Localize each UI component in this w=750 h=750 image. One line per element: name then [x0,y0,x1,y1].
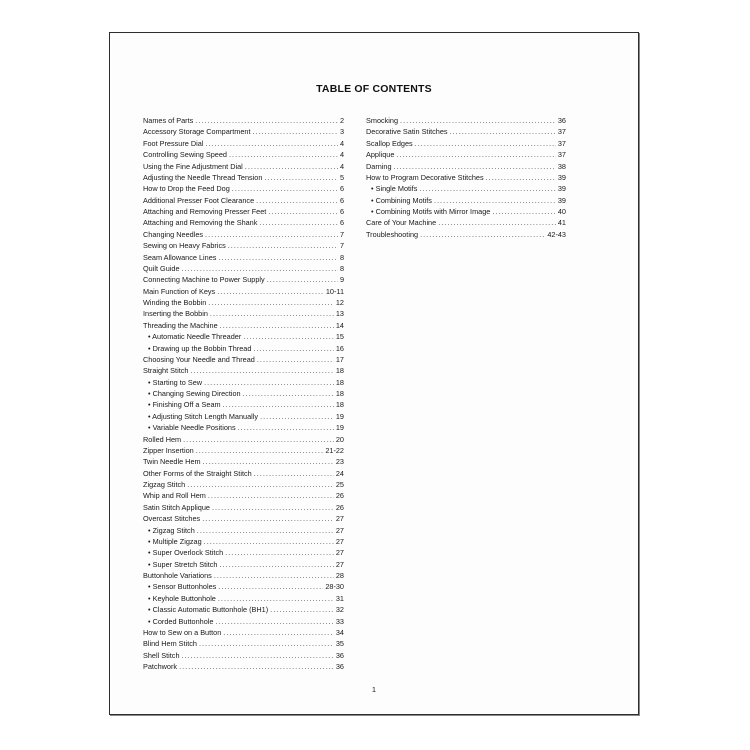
toc-leader-dots [203,456,334,467]
toc-entry-label: • Multiple Zigzag [148,536,202,546]
toc-entry-page: 17 [335,354,344,364]
toc-entry [366,217,566,228]
toc-entry [366,149,566,160]
toc-entry-label: Seam Allowance Lines [143,252,217,262]
toc-leader-dots [243,388,334,399]
toc-entry-page: 33 [335,616,344,626]
toc-entry-label: Smocking [366,116,399,125]
toc-entry-label: • Super Stretch Stitch [148,559,218,569]
toc-entry [143,138,344,149]
toc-entry [143,206,344,217]
toc-leader-dots [217,286,324,297]
toc-entry-label: Buttonhole Variations [143,571,212,580]
toc-entry-page: 4 [339,150,344,160]
toc-entry [143,240,344,251]
toc-entry-label: • Combining Motifs with Mirror Image [371,207,491,216]
toc-entry [143,570,344,581]
toc-entry-page: 18 [335,366,344,376]
toc-leader-dots [232,183,338,194]
toc-entry [143,593,344,604]
toc-entry-label: Satin Stitch Applique [143,502,210,512]
toc-entry-page: 4 [339,161,344,171]
toc-entry-page: 27 [335,548,344,558]
toc-entry-page: 7 [339,229,344,239]
toc-entry-page: 39 [557,172,566,182]
toc-entry-label: • Single Motifs [371,184,418,194]
toc-leader-dots [218,252,338,263]
toc-entry [143,490,344,501]
toc-entry-label: Using the Fine Adjustment Dial [143,161,243,171]
toc-entry [366,172,566,183]
toc-leader-dots [223,399,334,410]
toc-entry [366,195,566,206]
toc-entry-label: Attaching and Removing Presser Feet [143,207,267,216]
toc-entry-label: Inserting the Bobbin [143,309,208,319]
toc-entry-page: 37 [557,138,566,148]
toc-entry [143,468,344,479]
toc-entry-label: • Combining Motifs [371,195,432,205]
toc-entry-label: Main Function of Keys [143,286,216,296]
toc-entry-label: Choosing Your Needle and Thread [143,354,255,364]
toc-entry-label: Accessory Storage Compartment [143,127,251,137]
toc-entry-label: How to Drop the Feed Dog [143,184,230,194]
toc-entry-label: How to Program Decorative Stitches [366,172,484,182]
toc-entry-page: 27 [335,559,344,569]
toc-entry-label: Threading the Machine [143,320,218,330]
toc-entry-label: Controlling Sewing Speed [143,150,227,160]
toc-entry-page: 20 [335,434,344,444]
toc-leader-dots [225,547,334,558]
toc-entry [143,354,344,365]
toc-entry [143,308,344,319]
toc-leader-dots [243,331,334,342]
toc-entry-page: 4 [339,138,344,148]
toc-entry-label: Names of Parts [143,116,194,125]
toc-entry [143,638,344,649]
toc-entry-label: • Keyhole Buttonhole [148,593,216,603]
toc-entry [143,559,344,570]
toc-entry-page: 19 [335,411,344,421]
toc-entry-page: 36 [557,116,566,125]
toc-leader-dots [434,195,556,206]
toc-leader-dots [202,513,334,524]
toc-leader-dots [254,468,334,479]
toc-entry-label: • Drawing up the Bobbin Thread [148,343,252,353]
toc-leader-dots [264,172,338,183]
toc-leader-dots [238,422,334,433]
toc-leader-dots [205,229,338,240]
toc-leader-dots [205,138,338,149]
toc-entry-label: Other Forms of the Straight Stitch [143,468,252,478]
toc-leader-dots [438,217,556,228]
toc-entry-page: 26 [335,502,344,512]
toc-leader-dots [245,161,338,172]
toc-leader-dots [400,115,556,126]
toc-entry-label: Patchwork [143,662,178,671]
toc-leader-dots [492,206,556,217]
toc-entry-page: 19 [335,423,344,433]
toc-leader-dots [252,126,337,137]
toc-leader-dots [197,525,334,536]
toc-leader-dots [270,604,334,615]
toc-entry [143,365,344,376]
toc-entry-page: 24 [335,468,344,478]
toc-entry [143,126,344,137]
toc-entry-label: Winding the Bobbin [143,298,207,307]
toc-entry [143,343,344,354]
toc-entry [143,274,344,285]
toc-leader-dots [267,274,338,285]
toc-entry-label: • Super Overlock Stitch [148,548,224,558]
toc-entry-label: Rolled Hem [143,434,182,444]
toc-leader-dots [212,502,334,513]
toc-entry [143,229,344,240]
toc-entry-label: • Sensor Buttonholes [148,582,217,592]
toc-entry-page: 42-43 [547,229,566,239]
toc-entry [143,252,344,263]
toc-entry-label: • Corded Buttonhole [148,616,214,626]
toc-leader-dots [257,354,334,365]
toc-entry-label: How to Sew on a Button [143,627,222,637]
toc-entry-page: 34 [335,627,344,637]
toc-entry [143,183,344,194]
toc-entry-label: Care of Your Machine [366,218,437,228]
toc-leader-dots [182,263,338,274]
toc-entry-page: 6 [339,195,344,205]
toc-entry-page: 3 [339,127,344,137]
toc-entry-page: 21-22 [325,445,344,455]
toc-entry [143,525,344,536]
toc-entry-label: Whip and Roll Hem [143,491,206,501]
toc-entry-label: Applique [366,150,395,160]
toc-entry-page: 32 [335,605,344,615]
toc-entry-page: 2 [339,116,344,125]
toc-leader-dots [420,229,545,240]
toc-leader-dots [196,445,324,456]
toc-entry-label: Additional Presser Foot Clearance [143,195,255,205]
toc-entry-page: 36 [335,650,344,660]
toc-entry-page: 28 [335,571,344,580]
toc-leader-dots [183,434,334,445]
toc-entry-page: 40 [557,207,566,216]
toc-leader-dots [187,479,334,490]
toc-entry [143,161,344,172]
toc-leader-dots [396,149,555,160]
toc-entry-label: • Automatic Needle Threader [148,332,242,342]
toc-entry-label: Foot Pressure Dial [143,138,204,148]
toc-entry-page: 8 [339,263,344,273]
toc-entry-label: • Classic Automatic Buttonhole (BH1) [148,605,269,615]
toc-entry-label: • Variable Needle Positions [148,423,236,433]
toc-entry-label: Quilt Guide [143,263,180,273]
toc-leader-dots [415,138,556,149]
toc-entry-page: 13 [335,309,344,319]
toc-entry [143,445,344,456]
toc-leader-dots [179,661,334,672]
toc-leader-dots [223,627,334,638]
toc-entry [143,604,344,615]
toc-entry-page: 23 [335,457,344,467]
toc-leader-dots [214,570,334,581]
toc-entry [143,422,344,433]
toc-entry-label: Scallop Edges [366,138,413,148]
toc-leader-dots [256,195,338,206]
toc-leader-dots [219,559,333,570]
toc-entry [143,456,344,467]
toc-entry-label: Straight Stitch [143,366,189,376]
toc-entry-page: 31 [335,593,344,603]
toc-entry [143,195,344,206]
toc-entry-label: • Zigzag Stitch [148,525,195,535]
toc-leader-dots [259,217,338,228]
toc-entry [366,206,566,217]
toc-entry [143,502,344,513]
toc-entry-page: 7 [339,241,344,251]
toc-entry-label: Zigzag Stitch [143,480,186,489]
toc-entry-label: • Finishing Off a Seam [148,400,221,410]
toc-entry-page: 12 [335,298,344,307]
toc-entry [143,217,344,228]
toc-entry [143,650,344,661]
toc-leader-dots [253,343,333,354]
toc-entry [143,331,344,342]
toc-entry [143,286,344,297]
toc-entry-page: 25 [335,480,344,489]
toc-entry-page: 6 [339,207,344,216]
toc-entry [143,479,344,490]
toc-entry-label: Blind Hem Stitch [143,639,197,649]
toc-entry-label: Sewing on Heavy Fabrics [143,241,226,251]
toc-entry-page: 10-11 [325,286,344,296]
toc-entry [366,138,566,149]
toc-entry [143,263,344,274]
toc-entry-page: 9 [339,275,344,285]
toc-leader-dots [229,149,338,160]
toc-entry-page: 8 [339,252,344,262]
toc-entry-page: 14 [335,320,344,330]
toc-leader-dots [204,377,334,388]
toc-leader-dots [195,115,338,126]
toc-entry [366,161,566,172]
toc-entry-page: 18 [335,400,344,410]
toc-leader-dots [204,536,334,547]
toc-entry [143,115,344,126]
toc-entry-page: 28-30 [325,582,344,592]
toc-entry-label: Decorative Satin Stitches [366,127,448,137]
toc-leader-dots [394,161,556,172]
toc-leader-dots [199,638,334,649]
toc-entry [143,172,344,183]
toc-entry [366,115,566,126]
toc-leader-dots [215,616,333,627]
toc-entry-page: 15 [335,332,344,342]
toc-entry-page: 6 [339,184,344,194]
toc-entry-label: • Adjusting Stitch Length Manually [148,411,259,421]
toc-leader-dots [208,297,334,308]
page-number: 1 [371,685,377,694]
toc-entry-label: Overcast Stitches [143,514,201,524]
toc-entry-page: 39 [557,195,566,205]
toc-leader-dots [190,365,333,376]
page-title: TABLE OF CONTENTS [316,83,432,95]
manual-page [109,32,639,715]
toc-entry [143,627,344,638]
toc-leader-dots [228,240,338,251]
toc-leader-dots [210,308,334,319]
toc-entry-label: Adjusting the Needle Thread Tension [143,172,263,182]
toc-entry [143,661,344,672]
toc-entry [366,126,566,137]
toc-leader-dots [218,581,323,592]
toc-entry [143,616,344,627]
toc-entry-page: 5 [339,172,344,182]
toc-entry-label: Connecting Machine to Power Supply [143,275,265,285]
toc-entry-page: 18 [335,377,344,387]
toc-leader-dots [220,320,334,331]
toc-entry [143,536,344,547]
toc-entry-label: Attaching and Removing the Shank [143,218,258,228]
toc-entry-label: • Changing Sewing Direction [148,389,241,398]
toc-entry [143,377,344,388]
toc-entry-page: 6 [339,218,344,228]
toc-leader-dots [450,126,556,137]
toc-entry [143,513,344,524]
toc-entry-label: Shell Stitch [143,650,180,660]
toc-leader-dots [182,650,334,661]
toc-entry [143,297,344,308]
toc-leader-dots [208,490,334,501]
toc-entry [366,183,566,194]
toc-entry [143,320,344,331]
toc-entry [143,581,344,592]
toc-entry [143,399,344,410]
toc-entry-label: Changing Needles [143,229,204,239]
toc-entry [143,434,344,445]
toc-entry [143,149,344,160]
toc-entry-page: 26 [335,491,344,501]
toc-entry [366,229,566,240]
toc-right-column [366,115,566,240]
toc-leader-dots [260,411,334,422]
toc-entry-label: • Starting to Sew [148,377,203,387]
toc-leader-dots [419,183,556,194]
toc-entry-page: 27 [335,514,344,524]
toc-leader-dots [268,206,338,217]
toc-entry-page: 38 [557,161,566,171]
toc-leader-dots [486,172,556,183]
toc-entry-page: 27 [335,525,344,535]
toc-entry-label: Darning [366,161,392,171]
toc-entry [143,388,344,399]
toc-entry [143,547,344,558]
toc-entry [143,411,344,422]
toc-entry-page: 18 [335,389,344,398]
toc-entry-page: 37 [557,150,566,160]
toc-entry-page: 39 [557,184,566,194]
toc-entry-label: Troubleshooting [366,229,419,239]
toc-left-column [143,115,344,672]
toc-entry-page: 35 [335,639,344,649]
toc-entry-page: 27 [335,536,344,546]
toc-entry-label: Zipper Insertion [143,445,194,455]
toc-entry-page: 16 [335,343,344,353]
toc-entry-label: Twin Needle Hem [143,457,201,467]
toc-leader-dots [218,593,334,604]
toc-entry-page: 37 [557,127,566,137]
toc-entry-page: 36 [335,662,344,671]
toc-entry-page: 41 [557,218,566,228]
